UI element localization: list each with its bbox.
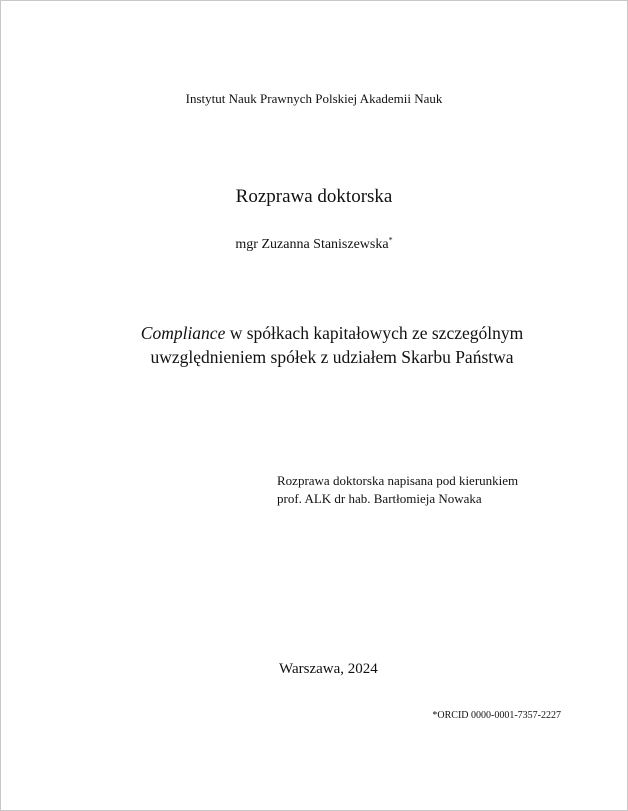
title-line-1-rest: w spółkach kapitałowych ze szczególnym	[225, 323, 524, 343]
dissertation-title	[1, 321, 628, 369]
institute-name: Instytut Nauk Prawnych Polskiej Akademii Nauk	[185, 91, 443, 106]
document-type-heading: Rozprawa doktorska	[235, 186, 393, 207]
supervisor-name: prof. ALK dr hab. Bartłomieja Nowaka	[277, 491, 482, 506]
title-line-1	[1, 321, 628, 345]
author-name: mgr Zuzanna Staniszewska	[235, 237, 389, 252]
place-and-date: Warszawa, 2024	[279, 661, 378, 677]
title-line-2: uwzględnieniem spółek z udziałem Skarbu Państwa	[150, 347, 514, 367]
supervision-block	[277, 472, 518, 508]
orcid-footnote: *ORCID 0000-0001-7357-2227	[432, 710, 561, 721]
author-line	[1, 237, 627, 253]
title-italic-word: Compliance	[140, 323, 226, 343]
supervision-line-1: Rozprawa doktorska napisana pod kierunkiem	[277, 473, 519, 488]
author-footnote-mark: *	[388, 235, 393, 245]
